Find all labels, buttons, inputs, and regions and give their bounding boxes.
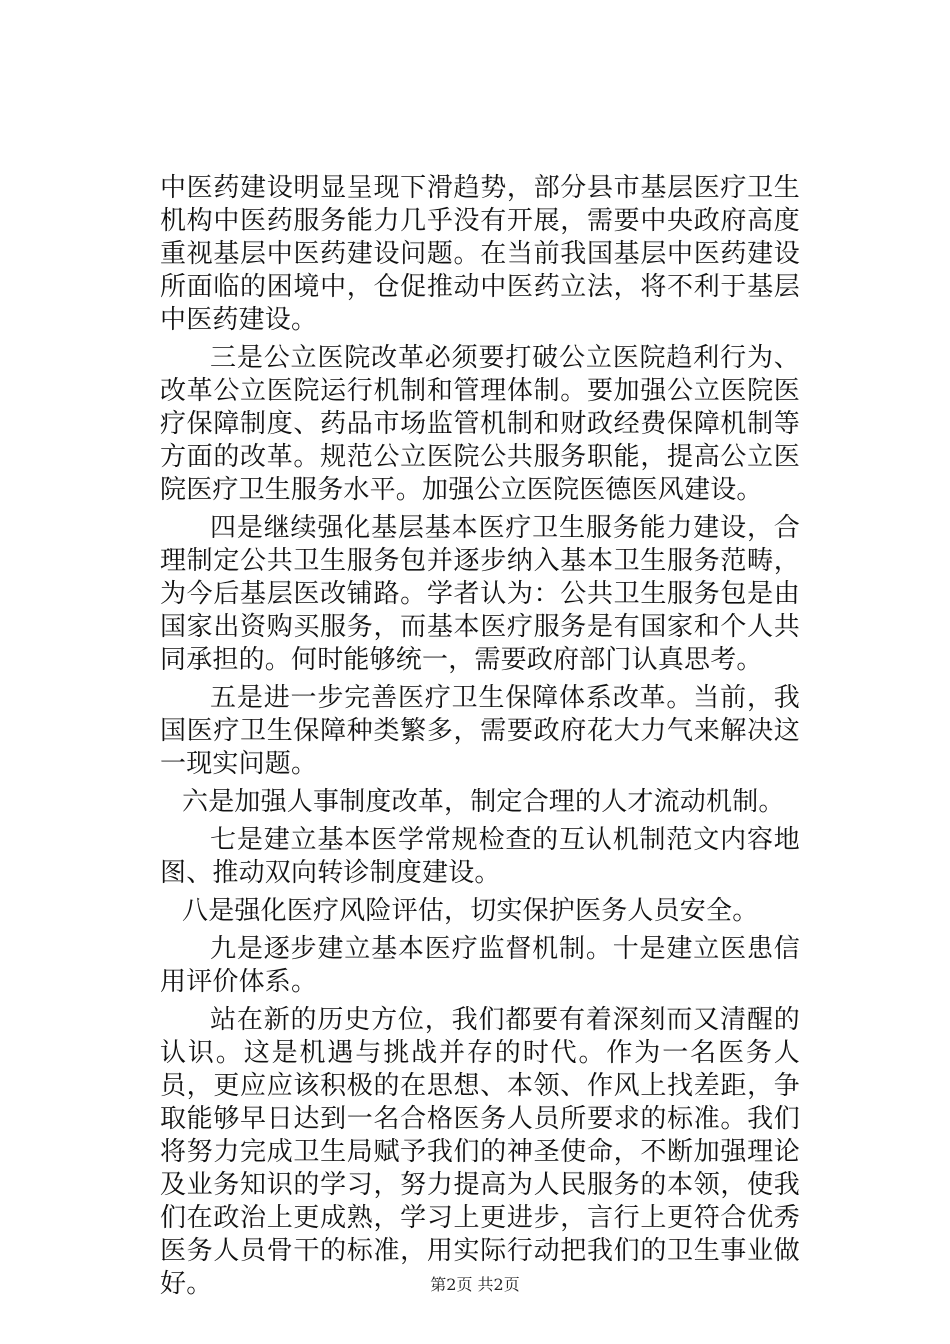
paragraph-4: 五是进一步完善医疗卫生保障体系改革。当前，我国医疗卫生保障种类繁多，需要政府花大力气来解决这一现实问题。 <box>160 683 800 779</box>
page-footer: 第2页 共2页 <box>430 1275 520 1294</box>
paragraph-8: 九是逐步建立基本医疗监督机制。十是建立医患信用评价体系。 <box>160 934 800 997</box>
document-body <box>160 172 800 1306</box>
paragraph-9: 站在新的历史方位，我们都要有着深刻而又清醒的认识。这是机遇与挑战并存的时代。作为一名医务人员，更应应该积极的在思想、本领、作风上找差距，争取能够早日达到一名合格医务人员所要求的标准。我们将努力完成卫生局赋予我们的神圣使命，不断加强理论及业务知识的学习，努力提高为人民服务的本领，使我们在政治上更成熟，学习上更进步，言行上更符合优秀医务人员骨干的标准，用实际行动把我们的卫生事业做好。 <box>160 1005 800 1299</box>
paragraph-5: 六是加强人事制度改革，制定合理的人才流动机制。 <box>182 787 785 817</box>
paragraph-3: 四是继续强化基层基本医疗卫生服务能力建设，合理制定公共卫生服务包并逐步纳入基本卫生服务范畴，为今后基层医改铺路。学者认为：公共卫生服务包是由国家出资购买服务，而基本医疗服务是有国家和个人共同承担的。何时能够统一，需要政府部门认真思考。 <box>160 513 800 675</box>
paragraph-2: 三是公立医院改革必须要打破公立医院趋利行为、改革公立医院运行机制和管理体制。要加强公立医院医疗保障制度、药品市场监管机制和财政经费保障机制等方面的改革。规范公立医院公共服务职能，提高公立医院医疗卫生服务水平。加强公立医院医德医风建设。 <box>160 343 800 505</box>
paragraph-1: 中医药建设明显呈现下滑趋势，部分县市基层医疗卫生机构中医药服务能力几乎没有开展，需要中央政府高度重视基层中医药建设问题。在当前我国基层中医药建设所面临的困境中，仓促推动中医药立法，将不利于基层中医药建设。 <box>160 173 800 335</box>
paragraph-6: 七是建立基本医学常规检查的互认机制范文内容地图、推动双向转诊制度建设。 <box>160 825 800 888</box>
paragraph-7: 八是强化医疗风险评估，切实保护医务人员安全。 <box>182 896 759 926</box>
